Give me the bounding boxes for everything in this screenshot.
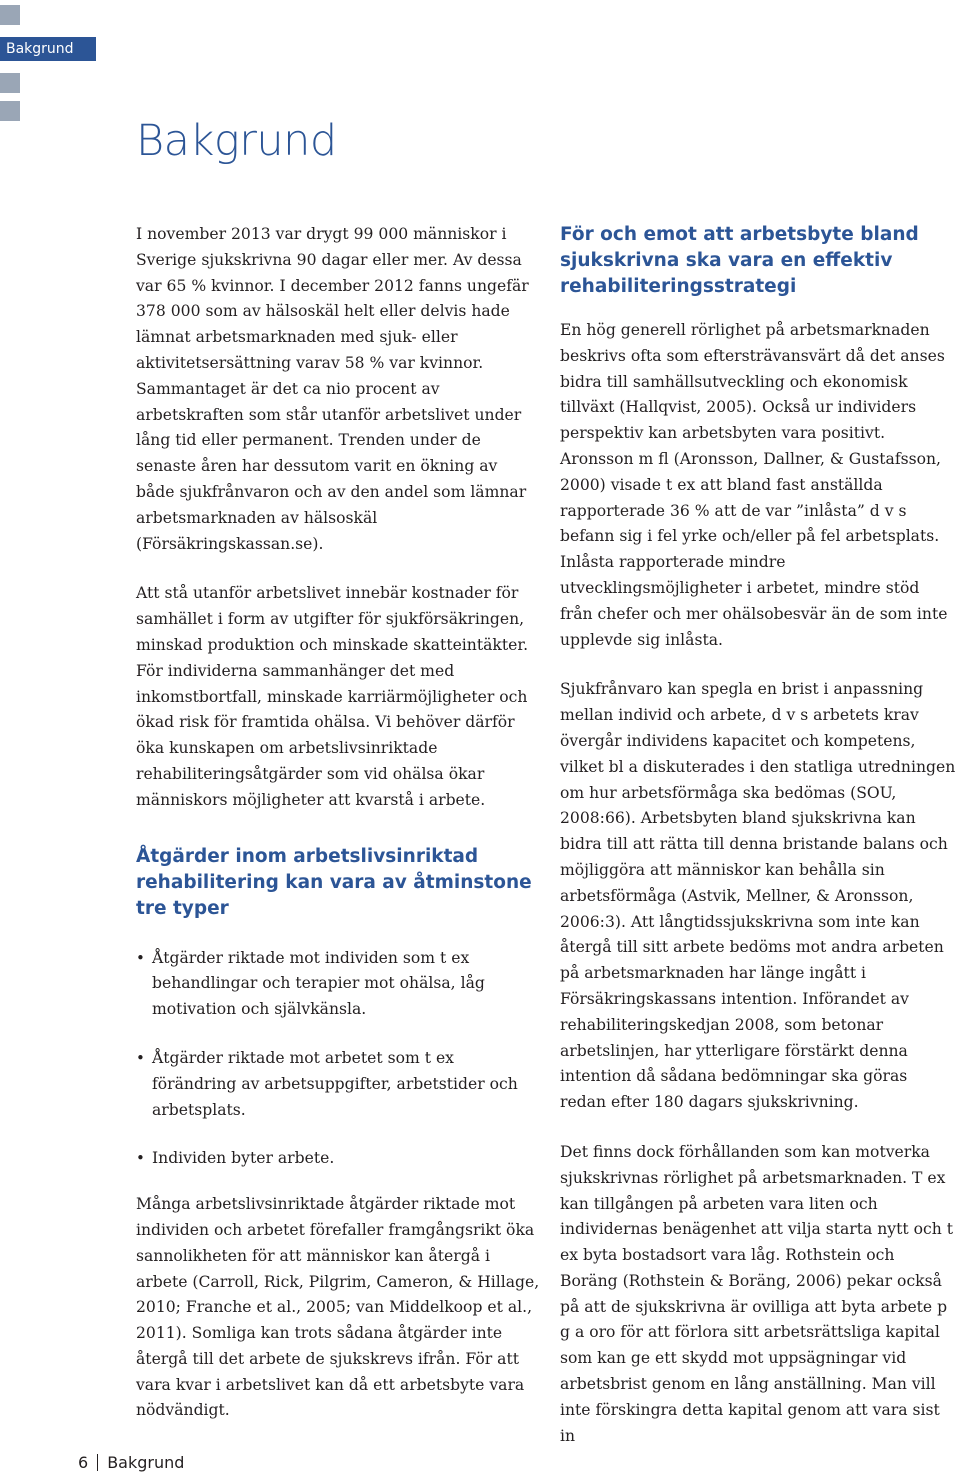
margin-square-1 [0,5,20,25]
left-paragraph-3: Många arbetslivsinriktade åtgärder riktade mot individen och arbetet förefaller framgångsrikt öka sannolikheten för att människor kan återgå i arbete (Carroll, Rick, Pilgrim, Cameron, & Hillage, 2010; Franche et al., 2005; van Middelkoop et al., 2011). Somliga kan trots sådana åtgärder inte återgå till det arbete de sjukskrevs ifrån. För att vara kvar i arbetslivet kan då ett arbetsbyte vara nödvändigt. [136,1195,540,1420]
right-paragraph-2: Sjukfrånvaro kan spegla en brist i anpassning mellan individ och arbete, d v s arbetets krav övergår individens kapacitet och kompetens, vilket bl a diskuterades i den statliga utredningen om hur arbetsförmåga ska bedömas (SOU, 2008:66). Arbetsbyten bland sjukskrivna kan bidra till att rätta till denna bristande balans och möjliggöra att människor kan behålla sin arbetsförmåga (Astvik, Mellner, & Aronsson, 2006:3). Att långtidssjukskrivna som inte kan återgå till sitt arbete bedöms mot andra arbeten på arbetsmarknaden har länge ingått i Försäkringskassans intention. Införandet av rehabiliteringskedjan 2008, som betonar arbetslinjen, har ytterligare förstärkt denna intention då sådana bedömningar ska göras redan efter 180 dagars sjukskrivning. [560,680,956,1112]
right-paragraph-3: Det finns dock förhållanden som kan motverka sjukskrivnas rörlighet på arbetsmarknaden. T ex kan tillgången på arbeten vara liten och individernas benägenhet att vilja starta nytt och t ex byta bostadsort vara låg. Rothstein och Boräng (Rothstein & Boräng, 2006) pekar också på att de sjukskrivna är ovilliga att byta arbete p g a oro för att förlora sitt arbetsrättsliga kapital som kan ge ett skydd mot uppsägningar vid arbetsbrist genom en lång anställning. Man vill inte förskingra detta kapital genom att vara sist in [560,1142,953,1445]
right-subheading: För och emot att arbetsbyte bland sjukskrivna ska vara en effektiv rehabiliteringsstrategi [560,224,919,297]
page-footer [78,1451,184,1475]
right-paragraph-1: En hög generell rörlighet på arbetsmarknaden beskrivs ofta som eftersträvansvärt då det anses bidra till samhällsutveckling och ekonomisk tillväxt (Hallqvist, 2005). Också ur individers perspektiv kan arbetsbyten vara positivt. Aronsson m fl (Aronsson, Dallner, & Gustafsson, 2000) visade t ex att bland fast anställda rapporterade 36 % att de var ”inlåsta” d v s befann sig i fel yrke och/eller på fel arbetsplats. Inlåsta rapporterade mindre utvecklingsmöjligheter i arbetet, mindre stöd från chefer och mer ohälsobesvär än de som inte upplevde sig inlåsta. [560,321,948,649]
page-number: 6 [78,1453,89,1472]
left-subheading: Åtgärder inom arbetslivsinriktad rehabilitering kan vara av åtminstone tre typer [136,845,532,919]
list-item-text: Individen byter arbete. [152,1149,335,1168]
page-title: Bakgrund [136,116,337,166]
bullet-icon: • [136,1048,145,1067]
margin-square-2 [0,73,20,93]
list-item [136,946,540,1023]
right-column [560,222,956,1473]
list-item [136,1146,540,1172]
left-paragraph-2: Att stå utanför arbetslivet innebär kostnader för samhället i form av utgifter för sjukförsäkringen, minskad produktion och minskade skatteintäkter. För individerna sammanhänger det med inkomstbortfall, minskade karriärmöjligheter och ökad risk för framtida ohälsa. Vi behöver därför öka kunskapen om arbetslivsinriktade rehabiliteringsåtgärder som vid ohälsa ökar människors möjligheter att kvarstå i arbete. [136,584,529,809]
list-item-text: Åtgärder riktade mot arbetet som t ex förändring av arbetsuppgifter, arbetstider och arbetsplats. [152,1048,518,1119]
footer-divider [97,1454,98,1471]
footer-section: Bakgrund [107,1453,185,1472]
margin-square-3 [0,101,20,121]
list-item [136,1046,540,1123]
left-paragraph-1: I november 2013 var drygt 99 000 människor i Sverige sjukskrivna 90 dagar eller mer. Av dessa var 65 % kvinnor. I december 2012 fanns ungefär 378 000 som av hälsoskäl helt eller delvis hade lämnat arbetsmarknaden med sjuk- eller aktivitetsersättning varav 58 % var kvinnor. Sammantaget är det ca nio procent av arbetskraften som står utanför arbetslivet under lång tid eller permanent. Trenden under de senaste åren har dessutom varit en ökning av både sjukfrånvaron och av den andel som lämnar arbetsmarknaden av hälsoskäl (Försäkringskassan.se). [136,225,529,553]
bullet-icon: • [136,948,145,967]
section-tab-label: Bakgrund [6,41,74,57]
section-tab [0,37,96,61]
left-column [136,222,540,1448]
list-item-text: Åtgärder riktade mot individen som t ex behandlingar och terapier mot ohälsa, låg motivation och självkänsla. [152,948,485,1019]
bullet-icon: • [136,1149,145,1168]
measures-list [136,946,540,1173]
